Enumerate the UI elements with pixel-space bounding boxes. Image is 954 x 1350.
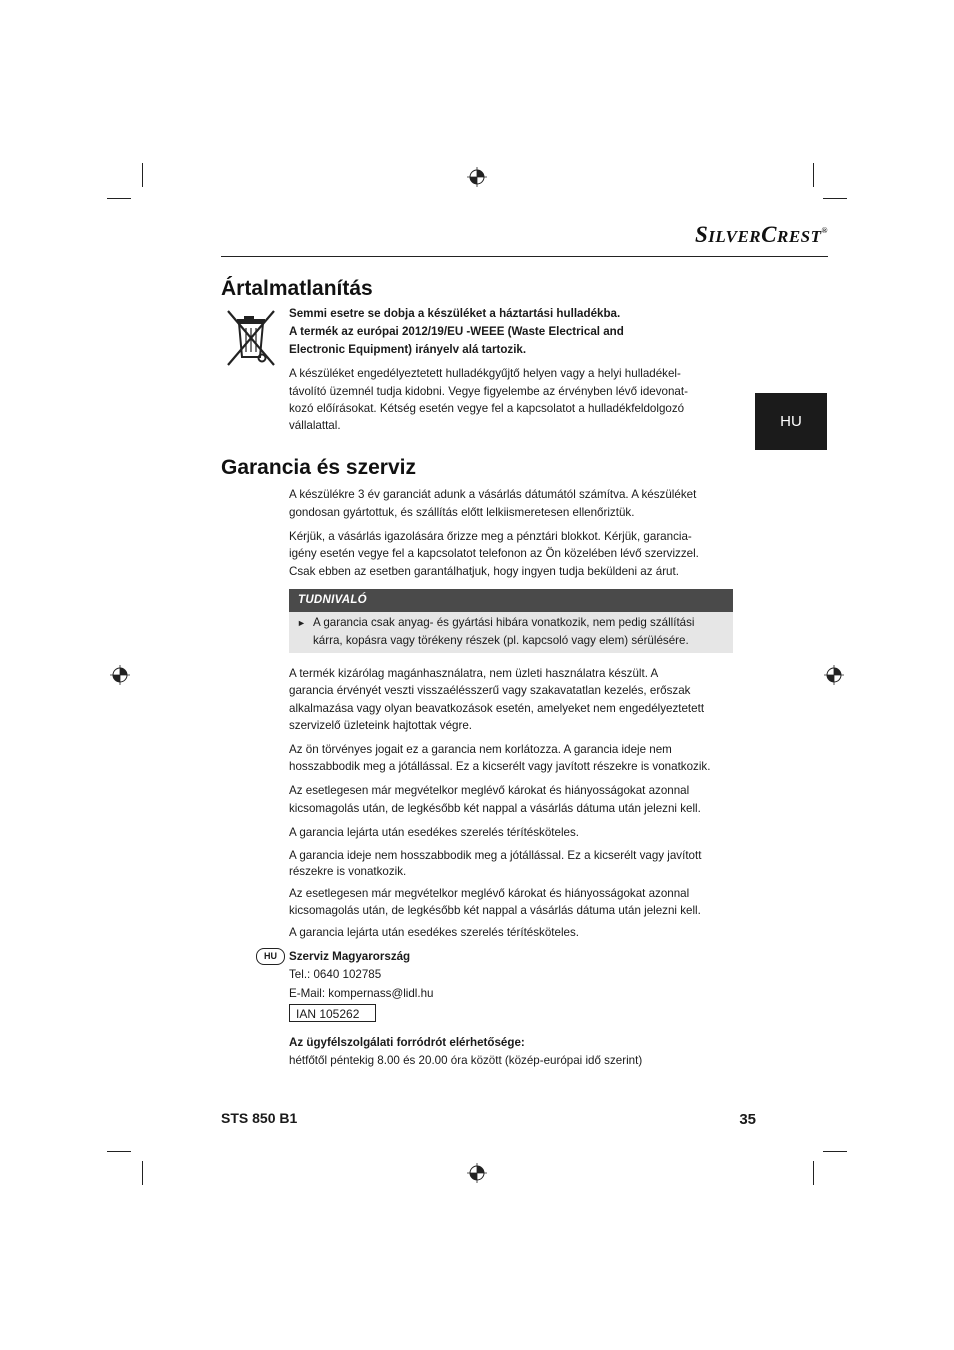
warranty-text-line: garancia érvényét veszti visszaélésszerű vagy szakavatatlan kezelés, erőszak: [289, 684, 691, 697]
brand-logo: SILVERCREST®: [694, 222, 828, 247]
registration-mark-icon: [467, 167, 487, 187]
disposal-text-line: vállalattal.: [289, 419, 341, 432]
disposal-warning-line: Semmi esetre se dobja a készüléket a háztartási hulladékba.: [289, 307, 621, 320]
page-number: 35: [739, 1111, 756, 1128]
crop-mark: [107, 198, 131, 199]
crop-mark: [142, 1161, 143, 1185]
service-name: Szerviz Magyarország: [289, 950, 411, 963]
disposal-text-line: távolító üzemnél tudja kidobni. Vegye figyelembe az érvényben lévő idevonat-: [289, 385, 688, 398]
warranty-text-line: Az ön törvényes jogait ez a garancia nem korlátozza. A garancia ideje nem: [289, 743, 672, 756]
service-phone: Tel.: 0640 102785: [289, 968, 382, 981]
ian-number-box: IAN 105262: [289, 1004, 376, 1022]
warranty-text-line: A garancia lejárta után esedékes szerelés térítésköteles.: [289, 826, 580, 839]
warranty-text-line: Csak ebben az esetben garantálhatjuk, hogy ingyen tudja beküldeni az árut.: [289, 565, 679, 578]
disposal-warning-line: Electronic Equipment) irányelv alá tartozik.: [289, 343, 527, 356]
registration-mark-icon: [467, 1163, 487, 1183]
warranty-text-line: szervizelő üzleteink hajtottak végre.: [289, 719, 473, 732]
warranty-text-line: Az esetlegesen már megvételkor meglévő károkat és hiányosságokat azonnal: [289, 887, 690, 900]
warranty-text-line: alkalmazása vagy olyan beavatkozások esetén, amelyeket nem engedélyeztetett: [289, 702, 705, 715]
crop-mark: [813, 1161, 814, 1185]
warranty-text-line: A készülékre 3 év garanciát adunk a vásárlás dátumától számítva. A készüléket: [289, 488, 697, 501]
warranty-text-line: A garancia lejárta után esedékes szerelés térítésköteles.: [289, 926, 580, 939]
model-number: STS 850 B1: [221, 1110, 298, 1126]
disposal-warning-line: A termék az európai 2012/19/EU -WEEE (Waste Electrical and: [289, 325, 624, 338]
note-header: TUDNIVALÓ: [289, 589, 733, 612]
warranty-text-line: hosszabbodik meg a jótállással. Ez a kicserélt vagy javított részekre is vonatkozik.: [289, 760, 711, 773]
crop-mark: [142, 163, 143, 187]
warranty-text-line: Az esetlegesen már megvételkor meglévő károkat és hiányosságokat azonnal: [289, 784, 690, 797]
crop-mark: [107, 1151, 131, 1152]
country-badge: HU: [256, 948, 285, 965]
crossed-out-wheelie-bin-icon: [224, 308, 278, 368]
hotline-hours: hétfőtől péntekig 8.00 és 20.00 óra között (közép-európai idő szerint): [289, 1054, 643, 1067]
registration-mark-icon: [110, 665, 130, 685]
warranty-text-line: igény esetén vegye fel a kapcsolatot telefonon az Ön közelében lévő szervizzel.: [289, 547, 699, 560]
section-title-disposal: Ártalmatlanítás: [221, 277, 373, 300]
registration-mark-icon: [824, 665, 844, 685]
note-text-line: A garancia csak anyag- és gyártási hibára vonatkozik, nem pedig szállítási: [313, 616, 695, 629]
hotline-label: Az ügyfélszolgálati forródrót elérhetősége:: [289, 1036, 525, 1049]
warranty-text-line: kicsomagolás után, de legkésőbb két nappal a vásárlás dátuma után jelezni kell.: [289, 904, 701, 917]
disposal-text-line: A készüléket engedélyeztetett hulladékgyűjtő helyen vagy a helyi hulladékel-: [289, 367, 681, 380]
service-email: E-Mail: kompernass@lidl.hu: [289, 987, 434, 1000]
warranty-text-line: A garancia ideje nem hosszabbodik meg a jótállással. Ez a kicserélt vagy javított: [289, 849, 702, 862]
language-tab: HU: [755, 393, 827, 450]
warranty-text-line: A termék kizárólag magánhasználatra, nem üzleti használatra készült. A: [289, 667, 659, 680]
bullet-arrow-icon: ►: [297, 618, 306, 628]
warranty-text-line: Kérjük, a vásárlás igazolására őrizze meg a pénztári blokkot. Kérjük, garancia-: [289, 530, 692, 543]
disposal-text-line: kozó előírásokat. Kétség esetén vegye fel a kapcsolatot a hulladékfeldolgozó: [289, 402, 685, 415]
crop-mark: [823, 198, 847, 199]
header-rule: [221, 256, 828, 257]
crop-mark: [823, 1151, 847, 1152]
warranty-text-line: részekre is vonatkozik.: [289, 865, 407, 878]
crop-mark: [813, 163, 814, 187]
section-title-warranty: Garancia és szerviz: [221, 456, 416, 479]
warranty-text-line: gondosan gyártottuk, és szállítás előtt lelkiismeretesen ellenőriztük.: [289, 506, 635, 519]
warranty-text-line: kicsomagolás után, de legkésőbb két nappal a vásárlás dátuma után jelezni kell.: [289, 802, 701, 815]
note-text-line: kárra, kopásra vagy törékeny részek (pl. kapcsoló vagy elem) sérülésére.: [313, 634, 689, 647]
